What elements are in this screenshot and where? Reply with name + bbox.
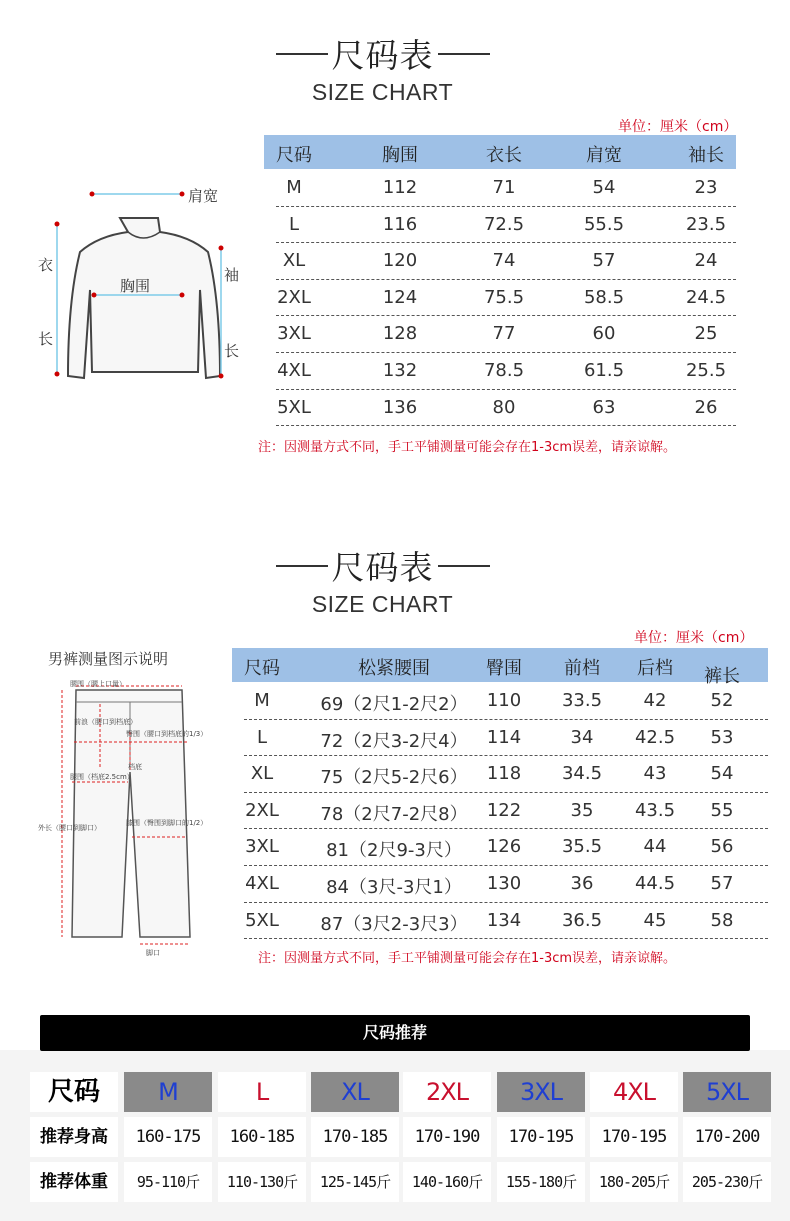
recommend-banner: 尺码推荐 (40, 1015, 750, 1051)
label-length-top: 衣 (38, 256, 54, 274)
bottom-heading-zh: 尺码表 (331, 548, 434, 587)
bottom-cell-r4-c0: 3XL (245, 836, 279, 858)
bottom-header-1: 松紧腰围 (358, 658, 430, 679)
top-row-divider (276, 425, 736, 426)
top-heading-en: SIZE CHART (311, 79, 454, 105)
label-hip: 臀围（腰口到档底的1/3） (126, 730, 208, 738)
top-cell-r4-c4: 25 (694, 323, 718, 345)
top-heading (265, 30, 500, 106)
top-row-divider (276, 315, 736, 316)
recommend-weights-6: 205-230斤 (683, 1162, 771, 1202)
top-cell-r4-c0: 3XL (277, 323, 311, 345)
bottom-row-divider (244, 938, 768, 939)
bottom-cell-r4-c2: 126 (486, 836, 522, 858)
bottom-cell-r3-c2: 122 (486, 799, 522, 821)
top-cell-r4-c3: 60 (592, 323, 616, 345)
bottom-cell-r2-c5: 54 (710, 763, 734, 785)
bottom-cell-r1-c5: 53 (710, 726, 734, 748)
bottom-cell-r0-c2: 110 (486, 690, 522, 711)
bottom-cell-r3-c0: 2XL (245, 799, 279, 821)
top-cell-r0-c3: 54 (592, 177, 616, 198)
bottom-row-divider (244, 719, 768, 720)
top-header-2: 衣长 (486, 145, 522, 166)
bottom-cell-r5-c0: 4XL (245, 873, 279, 894)
top-cell-r3-c4: 24.5 (685, 286, 727, 308)
top-cell-r2-c1: 120 (382, 250, 418, 272)
top-heading-zh: 尺码表 (331, 36, 434, 75)
bottom-header-2: 臀围 (486, 658, 522, 679)
recommend-heights-5: 170-195 (590, 1117, 678, 1157)
top-cell-r2-c2: 74 (492, 250, 516, 272)
bottom-cell-r0-c0: M (254, 690, 270, 711)
top-row-divider (276, 279, 736, 280)
recommend-size-3XL: 3XL (497, 1072, 585, 1112)
bottom-unit-label: 单位：厘米（cm） (634, 630, 754, 646)
top-row-divider (276, 242, 736, 243)
recommend-row-label-weight_label: 推荐体重 (30, 1162, 118, 1202)
top-cell-r0-c2: 71 (492, 177, 516, 198)
recommend-size-XL: XL (311, 1072, 399, 1112)
bottom-cell-r5-c3: 36 (570, 873, 594, 894)
bottom-cell-r4-c3: 35.5 (561, 836, 603, 858)
bottom-row-divider (244, 902, 768, 903)
bottom-cell-r3-c4: 43.5 (634, 799, 676, 821)
recommend-size-L: L (218, 1072, 306, 1112)
top-cell-r5-c3: 61.5 (583, 360, 625, 381)
top-cell-r1-c3: 55.5 (583, 213, 625, 235)
bottom-cell-r2-c4: 43 (643, 763, 667, 785)
top-cell-r6-c1: 136 (382, 396, 418, 418)
top-cell-r5-c0: 4XL (277, 360, 311, 381)
pants-figure-title: 男裤测量图示说明 (48, 650, 169, 668)
bottom-size-table (232, 648, 768, 940)
top-header-3: 肩宽 (586, 145, 622, 166)
recommend-weights-0: 95-110斤 (124, 1162, 212, 1202)
label-hem: 脚口 (146, 949, 160, 957)
label-thigh: 腿围（档底2.5cm） (70, 773, 134, 781)
bottom-cell-r1-c1: 72（2尺3-2尺4） (320, 730, 468, 752)
label-waist: 腰围（腰上口量） (70, 680, 126, 688)
bottom-header-0: 尺码 (244, 658, 280, 679)
top-size-table (264, 135, 736, 430)
bottom-note: 注：因测量方式不同，手工平铺测量可能会存在1-3cm误差，请亲谅解。 (258, 951, 677, 966)
bottom-cell-r1-c2: 114 (486, 726, 522, 748)
bottom-header-5: 裤长 (704, 666, 740, 687)
top-cell-r6-c2: 80 (492, 396, 516, 418)
recommend-heights-3: 170-190 (403, 1117, 491, 1157)
bottom-cell-r2-c2: 118 (486, 763, 522, 785)
bottom-cell-r1-c3: 34 (570, 726, 594, 748)
label-shoulder: 肩宽 (188, 187, 219, 205)
top-header-0: 尺码 (276, 145, 312, 166)
recommend-heights-4: 170-195 (497, 1117, 585, 1157)
bottom-cell-r3-c5: 55 (710, 799, 734, 821)
bottom-row-divider (244, 828, 768, 829)
label-chest: 胸围 (120, 277, 151, 295)
top-cell-r3-c2: 75.5 (483, 286, 525, 308)
top-unit-label: 单位：厘米（cm） (618, 119, 738, 135)
top-cell-r2-c0: XL (282, 250, 306, 272)
top-cell-r2-c3: 57 (592, 250, 616, 272)
top-cell-r2-c4: 24 (694, 250, 718, 272)
label-sleeve-bottom: 长 (224, 342, 240, 360)
bottom-cell-r0-c1: 69（2尺1-2尺2） (320, 694, 468, 715)
top-cell-r4-c1: 128 (382, 323, 418, 345)
recommend-size-5XL: 5XL (683, 1072, 771, 1112)
bottom-cell-r3-c3: 35 (570, 799, 594, 821)
top-cell-r5-c4: 25.5 (685, 360, 727, 381)
bottom-row-divider (244, 755, 768, 756)
top-row-divider (276, 206, 736, 207)
bottom-cell-r6-c3: 36.5 (561, 909, 603, 931)
top-row-divider (276, 389, 736, 390)
label-sleeve-top: 袖 (224, 266, 240, 284)
bottom-cell-r0-c3: 33.5 (561, 690, 603, 711)
bottom-cell-r6-c5: 58 (710, 909, 734, 931)
recommend-weights-1: 110-130斤 (218, 1162, 306, 1202)
top-header-1: 胸围 (382, 145, 418, 166)
label-knee: 膝围（臀围到脚口的1/2） (126, 819, 208, 827)
label-front-rise: 前浪（腰口到档底） (74, 718, 137, 726)
recommend-size-2XL: 2XL (403, 1072, 491, 1112)
top-cell-r1-c0: L (288, 213, 300, 235)
recommend-weights-3: 140-160斤 (403, 1162, 491, 1202)
recommend-heights-0: 160-175 (124, 1117, 212, 1157)
recommend-row-label-height_label: 推荐身高 (30, 1117, 118, 1157)
bottom-cell-r5-c5: 57 (710, 873, 734, 894)
bottom-cell-r5-c1: 84（3尺-3尺1） (326, 877, 462, 898)
top-cell-r1-c4: 23.5 (685, 213, 727, 235)
recommend-weights-5: 180-205斤 (590, 1162, 678, 1202)
label-length-bottom: 长 (38, 330, 54, 348)
top-header-4: 袖长 (688, 145, 724, 166)
bottom-cell-r1-c0: L (256, 726, 268, 748)
bottom-heading-en: SIZE CHART (311, 591, 454, 617)
top-cell-r0-c0: M (286, 177, 302, 198)
recommend-heights-6: 170-200 (683, 1117, 771, 1157)
bottom-cell-r1-c4: 42.5 (634, 726, 676, 748)
bottom-cell-r5-c2: 130 (486, 873, 522, 894)
bottom-cell-r2-c3: 34.5 (561, 763, 603, 785)
top-cell-r3-c1: 124 (382, 286, 418, 308)
top-cell-r6-c0: 5XL (277, 396, 311, 418)
top-cell-r5-c2: 78.5 (483, 360, 525, 381)
bottom-cell-r0-c5: 52 (710, 690, 734, 711)
label-outseam: 外长（腰口到脚口） (38, 824, 101, 832)
bottom-cell-r4-c5: 56 (710, 836, 734, 858)
recommend-size-4XL: 4XL (590, 1072, 678, 1112)
recommend-heights-1: 160-185 (218, 1117, 306, 1157)
top-cell-r3-c0: 2XL (277, 286, 311, 308)
top-cell-r6-c4: 26 (694, 396, 718, 418)
top-cell-r5-c1: 132 (382, 360, 418, 381)
bottom-cell-r6-c2: 134 (486, 909, 522, 931)
recommend-row-label-size_label: 尺码 (30, 1072, 118, 1112)
top-cell-r1-c2: 72.5 (483, 213, 525, 235)
top-note: 注：因测量方式不同，手工平铺测量可能会存在1-3cm误差，请亲谅解。 (258, 440, 677, 455)
top-cell-r0-c1: 112 (382, 177, 418, 198)
bottom-heading (265, 542, 500, 618)
bottom-row-divider (244, 865, 768, 866)
bottom-cell-r6-c0: 5XL (245, 909, 279, 931)
bottom-cell-r2-c1: 75（2尺5-2尺6） (320, 767, 468, 789)
top-cell-r6-c3: 63 (592, 396, 616, 418)
top-row-divider (276, 352, 736, 353)
bottom-header-3: 前档 (564, 658, 600, 679)
bottom-cell-r5-c4: 44.5 (634, 873, 676, 894)
top-cell-r3-c3: 58.5 (583, 286, 625, 308)
recommend-heights-2: 170-185 (311, 1117, 399, 1157)
bottom-header-4: 后档 (637, 658, 673, 679)
top-cell-r0-c4: 23 (694, 177, 718, 198)
bottom-cell-r4-c4: 44 (643, 836, 667, 858)
recommend-size-M: M (124, 1072, 212, 1112)
bottom-cell-r3-c1: 78（2尺7-2尺8） (320, 803, 468, 825)
top-cell-r4-c2: 77 (492, 323, 516, 345)
bottom-cell-r6-c4: 45 (643, 909, 667, 931)
bottom-cell-r0-c4: 42 (643, 690, 667, 711)
recommend-weights-2: 125-145斤 (311, 1162, 399, 1202)
label-crotch: 档底 (128, 763, 142, 771)
top-cell-r1-c1: 116 (382, 213, 418, 235)
bottom-cell-r6-c1: 87（3尺2-3尺3） (320, 913, 468, 935)
bottom-row-divider (244, 792, 768, 793)
bottom-cell-r4-c1: 81（2尺9-3尺） (326, 840, 462, 862)
bottom-cell-r2-c0: XL (250, 763, 274, 785)
recommend-weights-4: 155-180斤 (497, 1162, 585, 1202)
